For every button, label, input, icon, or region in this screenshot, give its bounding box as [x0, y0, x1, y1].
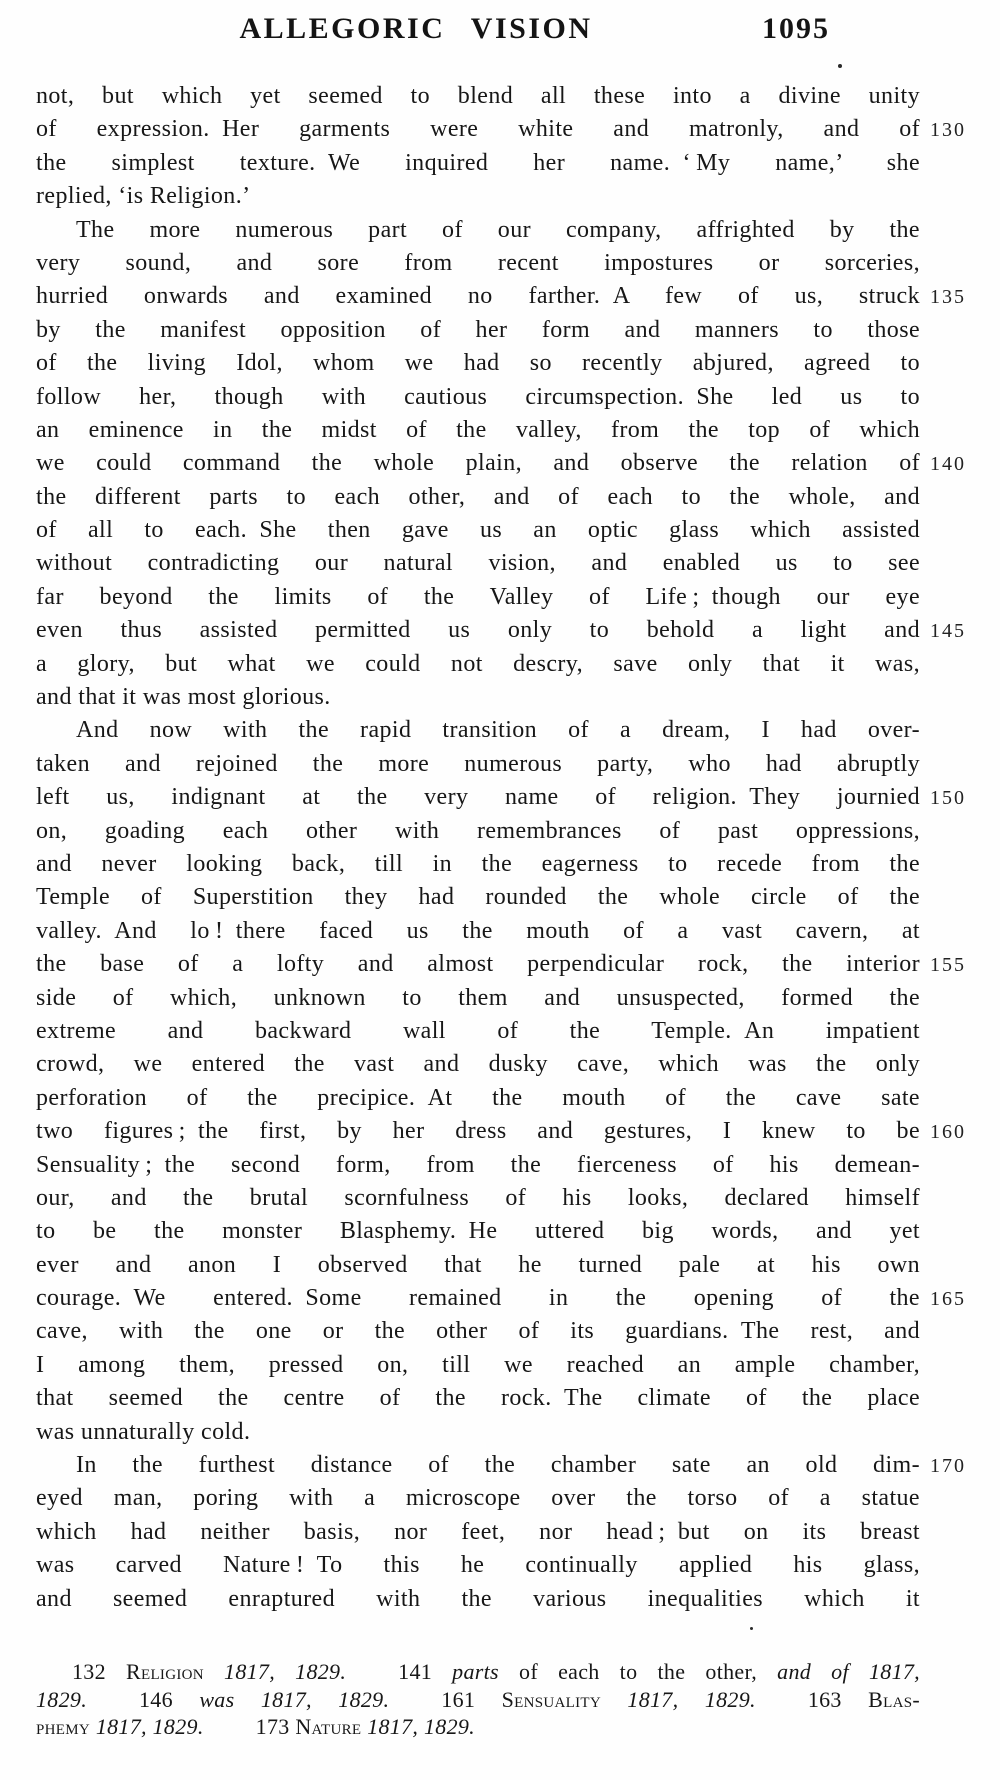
page-number: 1095 [762, 12, 830, 45]
text-line [36, 1482, 920, 1515]
footnote-line [36, 1713, 920, 1741]
footnote-segment: 1829. [36, 1686, 87, 1712]
text-line [36, 247, 920, 280]
text-line [36, 481, 920, 514]
text-line-content: I among them, pressed on, till we reached an ample chamber, [36, 1351, 920, 1378]
text-line-content: side of which, unknown to them and unsuspected, formed the [36, 984, 920, 1011]
text-line-content: of the living Idol, whom we had so recently abjured, agreed to [36, 350, 920, 377]
text-line [36, 982, 920, 1015]
text-line [36, 80, 920, 113]
text-line [36, 714, 920, 747]
text-line [36, 748, 920, 781]
footnote-segment: Blas- [868, 1686, 920, 1712]
text-line-content: of all to each. She then gave us an optic glass which assisted [36, 517, 920, 544]
footnote-segment: Sensuality [501, 1686, 601, 1712]
text-line-content: the simplest texture. We inquired her name. ‘ My name,’ she [36, 149, 920, 176]
text-line [36, 1048, 920, 1081]
text-line-content: And now with the rapid transition of a dream, I had over- [76, 717, 920, 744]
text-line-content: left us, indignant at the very name of religion. They journied [36, 784, 920, 811]
text-line [36, 547, 920, 580]
text-line [36, 180, 920, 213]
footnote-segment: of each to the other, [498, 1659, 778, 1684]
footnote-segment: 1817, 1829. [627, 1686, 756, 1712]
scan-speckle [750, 1627, 753, 1630]
text-line [36, 1516, 920, 1549]
text-line-content: extreme and backward wall of the Temple. An impatient [36, 1017, 920, 1044]
text-line-content: of expression. Her garments were white and matronly, and of [36, 116, 920, 143]
text-line-content: In the furthest distance of the chamber sate an old dim- [76, 1452, 920, 1479]
text-line [36, 113, 966, 146]
margin-line-number: 130 [930, 119, 966, 142]
text-line-content: far beyond the limits of the Valley of Life ; though our eye [36, 583, 920, 610]
text-line-content: which had neither basis, nor feet, nor head ; but on its breast [36, 1518, 920, 1545]
text-line [36, 314, 920, 347]
text-line [36, 347, 920, 380]
text-line-content: our, and the brutal scornfulness of his looks, declared himself [36, 1184, 920, 1211]
text-line [36, 1549, 920, 1582]
text-line-content: courage. We entered. Some remained in the opening of the [36, 1285, 920, 1312]
footnote-segment: Religion [126, 1659, 204, 1684]
text-line [36, 447, 966, 480]
text-line [36, 915, 920, 948]
text-line [36, 648, 920, 681]
text-line-content: an eminence in the midst of the valley, from the top of which [36, 416, 920, 443]
footnote-segment: 146 [139, 1686, 200, 1712]
footnotes [36, 1658, 920, 1741]
text-line-content: and seemed enraptured with the various inequalities which it [36, 1585, 920, 1612]
scan-speckle [838, 64, 842, 68]
text-line [36, 1182, 920, 1215]
margin-line-number: 145 [930, 620, 966, 643]
text-line-content: eyed man, poring with a microscope over the torso of a statue [36, 1485, 920, 1512]
body-text [36, 80, 966, 1616]
running-title: ALLEGORIC VISION [239, 12, 593, 45]
text-line-content: crowd, we entered the vast and dusky cave, which was the only [36, 1051, 920, 1078]
text-line-content: that seemed the centre of the rock. The climate of the place [36, 1385, 920, 1412]
text-line [36, 1315, 920, 1348]
text-line-content: The more numerous part of our company, affrighted by the [76, 216, 920, 243]
footnote-segment: parts [452, 1659, 499, 1684]
text-line-content: was carved Nature ! To this he continually applied his glass, [36, 1552, 920, 1579]
text-line [36, 781, 966, 814]
text-line-content: taken and rejoined the more numerous party, who had abruptly [36, 750, 920, 777]
text-line-content: cave, with the one or the other of its guardians. The rest, and [36, 1318, 920, 1345]
footnote-line [36, 1686, 920, 1714]
text-line [36, 1082, 920, 1115]
text-line-content: follow her, though with cautious circumspection. She led us to [36, 383, 920, 410]
text-line [36, 1149, 920, 1182]
text-line [36, 514, 920, 547]
text-line-content: very sound, and sore from recent impostures or sorceries, [36, 249, 920, 276]
text-line [36, 1282, 966, 1315]
text-line-content: two figures ; the first, by her dress and gestures, I knew to be [36, 1118, 920, 1145]
footnote-segment: 163 [807, 1686, 869, 1712]
text-line [36, 1583, 920, 1616]
text-line-content: perforation of the precipice. At the mouth of the cave sate [36, 1084, 920, 1111]
footnote-segment: was 1817, 1829. [199, 1686, 390, 1712]
text-line [36, 1349, 920, 1382]
text-line-content: Sensuality ; the second form, from the fierceness of his demean- [36, 1151, 920, 1178]
footnote-segment: 141 [398, 1659, 453, 1684]
margin-line-number: 160 [930, 1121, 966, 1144]
text-line [36, 1115, 966, 1148]
text-line [36, 1449, 966, 1482]
text-line-content: we could command the whole plain, and observe the relation of [36, 450, 920, 477]
text-line [36, 381, 920, 414]
text-line [36, 280, 966, 313]
text-line-content: valley. And lo ! there faced us the mouth of a vast cavern, at [36, 917, 920, 944]
text-line [36, 214, 920, 247]
footnote-segment [601, 1687, 627, 1712]
text-line-content: by the manifest opposition of her form and manners to those [36, 316, 920, 343]
text-line-content: a glory, but what we could not descry, save only that it was, [36, 650, 920, 677]
page-header [36, 12, 920, 54]
text-line [36, 681, 920, 714]
footnote-segment: phemy [36, 1714, 91, 1739]
margin-line-number: 135 [930, 286, 966, 309]
margin-line-number: 155 [930, 954, 966, 977]
footnote-segment: and of 1817, [777, 1659, 920, 1684]
margin-line-number: 150 [930, 787, 966, 810]
margin-line-number: 170 [930, 1455, 966, 1478]
text-line [36, 581, 920, 614]
footnote-segment: Nature [295, 1714, 362, 1739]
text-line [36, 147, 920, 180]
text-line [36, 848, 920, 881]
text-line-content: without contradicting our natural vision, and enabled us to see [36, 550, 920, 577]
footnote-line [36, 1658, 920, 1686]
text-line-content: the different parts to each other, and of each to the whole, and [36, 483, 920, 510]
footnote-segment: 1817, 1829. [367, 1714, 475, 1739]
text-line [36, 948, 966, 981]
text-line [36, 881, 920, 914]
text-line [36, 1215, 920, 1248]
text-line [36, 1382, 920, 1415]
footnote-segment [204, 1659, 224, 1684]
text-line-content: even thus assisted permitted us only to behold a light and [36, 617, 920, 644]
footnote-segment: 1817, 1829. [95, 1714, 204, 1739]
text-line [36, 815, 920, 848]
footnote-segment: 161 [441, 1686, 502, 1712]
text-line-content: Temple of Superstition they had rounded the whole circle of the [36, 884, 920, 911]
text-line-content: the base of a lofty and almost perpendicular rock, the interior [36, 951, 920, 978]
text-line-content: was unnaturally cold. [36, 1418, 251, 1445]
footnote-segment: 132 [72, 1659, 127, 1684]
text-line [36, 1015, 920, 1048]
text-line [36, 1249, 920, 1282]
text-line-content: and never looking back, till in the eagerness to recede from the [36, 850, 920, 877]
footnote-segment: 173 [255, 1714, 296, 1739]
margin-line-number: 165 [930, 1288, 966, 1311]
footnote-segment: 1817, 1829. [224, 1659, 347, 1684]
text-line-content: and that it was most glorious. [36, 684, 331, 711]
text-line-content: replied, ‘is Religion.’ [36, 183, 251, 210]
text-line [36, 414, 920, 447]
text-line-content: on, goading each other with remembrances of past oppressions, [36, 817, 920, 844]
text-line [36, 1416, 920, 1449]
text-line-content: to be the monster Blasphemy. He uttered big words, and yet [36, 1218, 920, 1245]
text-line-content: hurried onwards and examined no farther. A few of us, struck [36, 283, 920, 310]
text-line-content: ever and anon I observed that he turned pale at his own [36, 1251, 920, 1278]
text-line [36, 614, 966, 647]
margin-line-number: 140 [930, 453, 966, 476]
text-line-content: not, but which yet seemed to blend all these into a divine unity [36, 83, 920, 109]
